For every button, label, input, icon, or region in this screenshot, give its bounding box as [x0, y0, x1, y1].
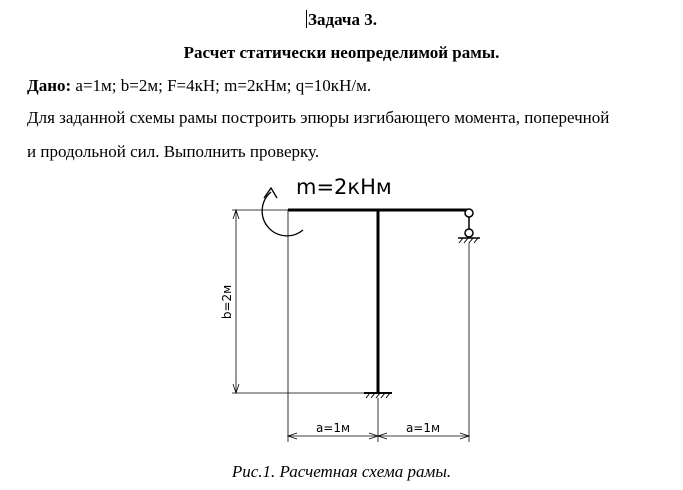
figure-caption: Рис.1. Расчетная схема рамы.: [231, 462, 452, 481]
dimension-a-left-label: a=1м: [315, 421, 351, 435]
dimension-a-right-label: a=1м: [405, 421, 441, 435]
dimension-b-label: b=2м: [220, 284, 234, 320]
description-line-2: и продольной сил. Выполнить проверку.: [27, 142, 320, 161]
text-cursor: [306, 10, 307, 28]
pin-support-icon: [458, 209, 480, 243]
given-line: [27, 76, 371, 96]
fixed-support-icon: [364, 393, 392, 398]
given-label: Дано:: [27, 76, 72, 95]
task-subtitle: Расчет статически неопределимой рамы.: [183, 43, 500, 62]
task-title: Задача 3.: [308, 10, 377, 29]
moment-label: m=2кНм: [296, 175, 392, 199]
given-values: a=1м; b=2м; F=4кН; m=2кНм; q=10кН/м.: [71, 76, 372, 95]
description-line-1: Для заданной схемы рамы построить эпюры изгибающего момента, поперечной: [27, 108, 610, 127]
frame-scheme: [0, 170, 683, 460]
